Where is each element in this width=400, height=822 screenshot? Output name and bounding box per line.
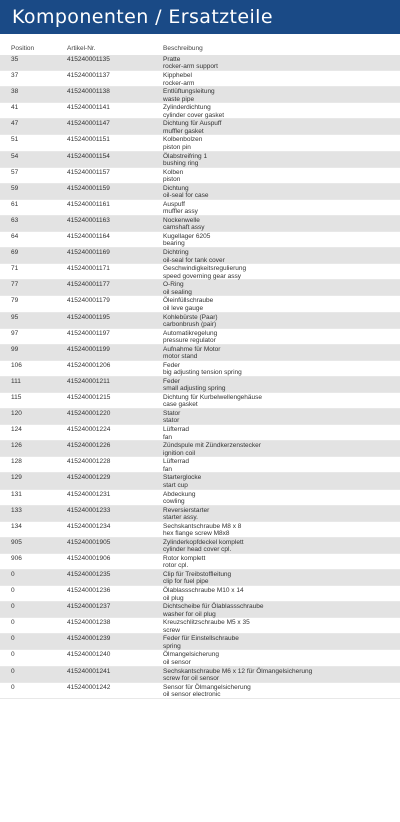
cell-position: 0 bbox=[11, 635, 15, 643]
description-english: rotor cpl. bbox=[163, 562, 189, 570]
description-german: Auspuff bbox=[163, 200, 185, 208]
description-german: Abdeckung bbox=[163, 490, 196, 498]
cell-description bbox=[163, 377, 400, 392]
column-header-position: Position bbox=[11, 45, 35, 52]
cell-article-number: 415240001206 bbox=[67, 361, 111, 369]
description-english: big adjusting tension spring bbox=[163, 369, 242, 377]
description-german: Lüfterrad bbox=[163, 458, 190, 466]
table-row bbox=[0, 232, 400, 248]
cell-description bbox=[163, 248, 400, 263]
table-row bbox=[0, 473, 400, 489]
cell-article-number: 415240001159 bbox=[67, 184, 110, 192]
description-english: case gasket bbox=[163, 401, 198, 409]
cell-description bbox=[163, 634, 400, 649]
cell-article-number: 415240001147 bbox=[67, 120, 110, 128]
cell-article-number: 415240001237 bbox=[67, 603, 111, 611]
cell-article-number: 415240001234 bbox=[67, 522, 111, 530]
cell-article-number: 415240001157 bbox=[67, 168, 110, 176]
cell-position: 59 bbox=[11, 184, 19, 192]
description-english: small adjusting spring bbox=[163, 385, 226, 393]
cell-position: 69 bbox=[11, 249, 19, 257]
cell-description bbox=[163, 232, 400, 247]
cell-article-number: 415240001238 bbox=[67, 619, 111, 627]
description-german: Ölmangelsicherung bbox=[163, 651, 220, 659]
description-german: O-Ring bbox=[163, 281, 184, 289]
table-row bbox=[0, 586, 400, 602]
cell-article-number: 415240001164 bbox=[67, 233, 110, 241]
description-english: washer for oil plug bbox=[163, 610, 216, 618]
cell-position: 64 bbox=[11, 233, 19, 241]
cell-description bbox=[163, 457, 400, 472]
description-german: Ölabstreifring 1 bbox=[163, 152, 208, 160]
cell-description bbox=[163, 264, 400, 279]
page-title: Komponenten / Ersatzteile bbox=[12, 6, 273, 28]
cell-article-number: 415240001220 bbox=[67, 410, 111, 418]
cell-position: 41 bbox=[11, 104, 19, 112]
table-row bbox=[0, 87, 400, 103]
description-english: cylinder cover gasket bbox=[163, 111, 225, 119]
description-german: Kolben bbox=[163, 168, 184, 176]
description-english: piston pin bbox=[163, 143, 191, 151]
description-english: hex flange screw M8x8 bbox=[163, 530, 230, 538]
table-row bbox=[0, 377, 400, 393]
description-english: piston bbox=[163, 176, 181, 184]
cell-description bbox=[163, 538, 400, 553]
cell-position: 120 bbox=[11, 410, 22, 418]
cell-description bbox=[163, 103, 400, 118]
cell-article-number: 415240001241 bbox=[67, 667, 111, 675]
table-row bbox=[0, 538, 400, 554]
table-row bbox=[0, 135, 400, 151]
description-german: Sechskantschraube M6 x 12 für Ölmangelsicherung bbox=[163, 667, 313, 675]
cell-position: 0 bbox=[11, 571, 15, 578]
cell-description bbox=[163, 554, 400, 569]
table-row bbox=[0, 264, 400, 280]
cell-article-number: 415240001171 bbox=[67, 265, 110, 273]
description-german: Feder bbox=[163, 361, 180, 369]
table-row bbox=[0, 200, 400, 216]
cell-position: 128 bbox=[11, 458, 22, 466]
cell-position: 131 bbox=[11, 490, 22, 498]
cell-position: 905 bbox=[11, 538, 22, 546]
description-german: Pratte bbox=[163, 56, 181, 63]
description-german: Kugellager 6205 bbox=[163, 233, 211, 241]
cell-position: 79 bbox=[11, 297, 19, 305]
cell-position: 129 bbox=[11, 474, 22, 482]
table-row bbox=[0, 345, 400, 361]
table-row bbox=[0, 152, 400, 168]
cell-description bbox=[163, 441, 400, 456]
cell-article-number: 415240001224 bbox=[67, 426, 111, 434]
description-english: starter assy. bbox=[163, 514, 198, 522]
table-row bbox=[0, 361, 400, 377]
description-english: rocker-arm support bbox=[163, 63, 218, 71]
description-german: Kreuzschlitzschraube M5 x 35 bbox=[163, 619, 250, 627]
description-german: Dichtung für Kurbelwellengehäuse bbox=[163, 393, 263, 401]
cell-description bbox=[163, 490, 400, 505]
parts-table bbox=[0, 41, 400, 699]
cell-article-number: 415240001151 bbox=[67, 136, 110, 144]
cell-position: 106 bbox=[11, 361, 22, 369]
cell-description bbox=[163, 667, 400, 682]
description-german: Sechskantschraube M8 x 8 bbox=[163, 522, 242, 530]
cell-position: 63 bbox=[11, 216, 19, 224]
cell-description bbox=[163, 329, 400, 344]
description-english: fan bbox=[163, 433, 173, 441]
description-german: Dichtring bbox=[163, 249, 189, 257]
table-row bbox=[0, 554, 400, 570]
cell-description bbox=[163, 135, 400, 150]
cell-position: 134 bbox=[11, 522, 22, 530]
description-english: oil-seal for case bbox=[163, 192, 209, 200]
cell-description bbox=[163, 618, 400, 633]
cell-position: 54 bbox=[11, 152, 19, 160]
cell-position: 0 bbox=[11, 587, 15, 595]
description-english: oil-seal for tank cover bbox=[163, 256, 225, 264]
table-row bbox=[0, 119, 400, 135]
cell-position: 0 bbox=[11, 619, 15, 627]
cell-article-number: 415240001226 bbox=[67, 442, 111, 450]
cell-article-number: 415240001242 bbox=[67, 683, 111, 691]
table-row bbox=[0, 329, 400, 345]
description-german: Kolbenbolzen bbox=[163, 136, 203, 144]
description-german: Entlüftungsleitung bbox=[163, 88, 215, 96]
cell-position: 115 bbox=[11, 393, 22, 401]
cell-description bbox=[163, 522, 400, 537]
description-german: Ölablassschraube M10 x 14 bbox=[163, 587, 244, 595]
cell-position: 77 bbox=[11, 281, 19, 289]
cell-article-number: 415240001235 bbox=[67, 571, 111, 578]
cell-description bbox=[163, 345, 400, 360]
table-row bbox=[0, 522, 400, 538]
table-row bbox=[0, 168, 400, 184]
cell-description bbox=[163, 184, 400, 199]
cell-position: 99 bbox=[11, 345, 19, 353]
description-english: waste pipe bbox=[163, 95, 195, 103]
description-german: Reversierstarter bbox=[163, 506, 210, 514]
cell-article-number: 415240001195 bbox=[67, 313, 110, 321]
description-english: oil sealing bbox=[163, 288, 192, 296]
description-english: oil sensor electronic bbox=[163, 691, 221, 699]
description-german: Lüfterrad bbox=[163, 426, 190, 434]
description-german: Geschwindigkeitsregulierung bbox=[163, 265, 247, 273]
description-german: Zylinderdichtung bbox=[163, 104, 211, 112]
cell-article-number: 415240001228 bbox=[67, 458, 111, 466]
cell-article-number: 415240001905 bbox=[67, 538, 111, 546]
description-english: carbonbrush (pair) bbox=[163, 320, 217, 328]
cell-description bbox=[163, 313, 400, 328]
description-german: Dichtung bbox=[163, 184, 189, 192]
description-german: Feder bbox=[163, 377, 180, 385]
column-header-description: Beschreibung bbox=[163, 45, 203, 52]
table-row bbox=[0, 457, 400, 473]
description-english: spring bbox=[163, 642, 181, 650]
description-english: start cup bbox=[163, 481, 188, 489]
cell-position: 124 bbox=[11, 426, 22, 434]
cell-article-number: 415240001135 bbox=[67, 56, 110, 63]
table-row bbox=[0, 602, 400, 618]
table-row bbox=[0, 634, 400, 650]
table-row bbox=[0, 425, 400, 441]
cell-description bbox=[163, 119, 400, 134]
table-row bbox=[0, 296, 400, 312]
table-row bbox=[0, 683, 400, 699]
cell-position: 38 bbox=[11, 88, 19, 96]
table-body bbox=[0, 55, 400, 699]
description-german: Zündspule mit Zündkerzenstecker bbox=[163, 442, 261, 450]
table-row bbox=[0, 55, 400, 71]
cell-description bbox=[163, 55, 400, 70]
cell-article-number: 415240001240 bbox=[67, 651, 111, 659]
cell-description bbox=[163, 361, 400, 376]
cell-article-number: 415240001239 bbox=[67, 635, 111, 643]
cell-description bbox=[163, 71, 400, 86]
cell-article-number: 415240001229 bbox=[67, 474, 111, 482]
cell-position: 0 bbox=[11, 603, 15, 611]
description-english: oil sensor bbox=[163, 658, 191, 666]
cell-article-number: 415240001163 bbox=[67, 216, 110, 224]
cell-position: 95 bbox=[11, 313, 19, 321]
description-english: oil plug bbox=[163, 594, 184, 602]
cell-description bbox=[163, 570, 400, 585]
cell-position: 97 bbox=[11, 329, 19, 337]
table-row bbox=[0, 441, 400, 457]
column-header-article: Artikel-Nr. bbox=[67, 45, 96, 52]
description-german: Kipphebel bbox=[163, 72, 192, 80]
description-german: Öleinfüllschraube bbox=[163, 297, 214, 305]
description-german: Dichtscheibe für Ölablassschraube bbox=[163, 603, 264, 611]
description-english: muffler assy bbox=[163, 208, 198, 216]
cell-article-number: 415240001199 bbox=[67, 345, 110, 353]
description-german: Dichtung für Auspuff bbox=[163, 120, 222, 128]
cell-description bbox=[163, 280, 400, 295]
cell-article-number: 415240001137 bbox=[67, 72, 110, 80]
cell-description bbox=[163, 216, 400, 231]
description-english: speed governing gear assy bbox=[163, 272, 242, 280]
table-row bbox=[0, 280, 400, 296]
cell-article-number: 415240001231 bbox=[67, 490, 111, 498]
cell-position: 906 bbox=[11, 554, 22, 562]
description-english: stator bbox=[163, 417, 180, 425]
cell-description bbox=[163, 602, 400, 617]
cell-article-number: 415240001233 bbox=[67, 506, 111, 514]
description-english: cowling bbox=[163, 497, 185, 505]
cell-article-number: 415240001236 bbox=[67, 587, 111, 595]
description-german: Stator bbox=[163, 410, 181, 418]
cell-position: 126 bbox=[11, 442, 22, 450]
cell-position: 51 bbox=[11, 136, 19, 144]
cell-position: 47 bbox=[11, 120, 19, 128]
description-german: Kohlebürste (Paar) bbox=[163, 313, 218, 321]
description-english: screw for oil sensor bbox=[163, 674, 219, 682]
description-english: fan bbox=[163, 465, 173, 473]
cell-description bbox=[163, 409, 400, 424]
cell-description bbox=[163, 473, 400, 488]
cell-position: 0 bbox=[11, 651, 15, 659]
description-english: camshaft assy bbox=[163, 224, 205, 232]
table-row bbox=[0, 393, 400, 409]
description-english: bushing ring bbox=[163, 159, 199, 167]
cell-description bbox=[163, 425, 400, 440]
table-row bbox=[0, 313, 400, 329]
table-row bbox=[0, 216, 400, 232]
cell-description bbox=[163, 393, 400, 408]
cell-description bbox=[163, 168, 400, 183]
table-row bbox=[0, 248, 400, 264]
cell-position: 61 bbox=[11, 200, 19, 208]
cell-position: 37 bbox=[11, 72, 19, 80]
cell-article-number: 415240001179 bbox=[67, 297, 110, 305]
description-english: clip for fuel pipe bbox=[163, 578, 209, 586]
table-row bbox=[0, 409, 400, 425]
cell-article-number: 415240001141 bbox=[67, 104, 110, 112]
table-row bbox=[0, 650, 400, 666]
cell-description bbox=[163, 296, 400, 311]
cell-article-number: 415240001906 bbox=[67, 554, 111, 562]
description-german: Automatikregelung bbox=[163, 329, 218, 337]
cell-position: 0 bbox=[11, 667, 15, 675]
description-english: oil leve gauge bbox=[163, 304, 204, 312]
description-english: bearing bbox=[163, 240, 185, 248]
cell-description bbox=[163, 200, 400, 215]
description-english: motor stand bbox=[163, 353, 198, 361]
cell-description bbox=[163, 506, 400, 521]
cell-position: 111 bbox=[11, 377, 21, 385]
cell-article-number: 415240001138 bbox=[67, 88, 110, 96]
description-english: screw bbox=[163, 626, 180, 634]
cell-article-number: 415240001177 bbox=[67, 281, 110, 289]
cell-description bbox=[163, 152, 400, 167]
cell-description bbox=[163, 586, 400, 601]
description-english: rocker-arm bbox=[163, 79, 195, 87]
description-german: Nockenwelle bbox=[163, 216, 200, 224]
cell-description bbox=[163, 87, 400, 102]
description-german: Zylinderkopfdeckel komplett bbox=[163, 538, 244, 546]
cell-article-number: 415240001197 bbox=[67, 329, 110, 337]
description-english: ignition coil bbox=[163, 449, 196, 457]
table-row bbox=[0, 506, 400, 522]
page-header bbox=[0, 0, 400, 34]
table-row bbox=[0, 71, 400, 87]
cell-article-number: 415240001211 bbox=[67, 377, 110, 385]
description-german: Feder für Einstellschraube bbox=[163, 635, 239, 643]
table-row bbox=[0, 667, 400, 683]
table-row bbox=[0, 184, 400, 200]
cell-description bbox=[163, 683, 400, 698]
cell-article-number: 415240001215 bbox=[67, 393, 111, 401]
cell-position: 35 bbox=[11, 56, 19, 63]
cell-article-number: 415240001169 bbox=[67, 249, 110, 257]
cell-position: 0 bbox=[11, 683, 15, 691]
description-german: Aufnahme für Motor bbox=[163, 345, 221, 353]
table-row bbox=[0, 618, 400, 634]
cell-position: 71 bbox=[11, 265, 19, 273]
description-german: Clip für Treibstoffleitung bbox=[163, 571, 232, 578]
cell-description bbox=[163, 650, 400, 665]
cell-position: 57 bbox=[11, 168, 19, 176]
table-row bbox=[0, 570, 400, 586]
description-german: Sensor für Ölmangelsicherung bbox=[163, 683, 251, 691]
description-english: muffler gasket bbox=[163, 127, 204, 135]
table-row bbox=[0, 490, 400, 506]
cell-position: 133 bbox=[11, 506, 22, 514]
cell-article-number: 415240001161 bbox=[67, 200, 110, 208]
description-german: Rotor komplett bbox=[163, 554, 206, 562]
table-header bbox=[0, 41, 400, 55]
table-row bbox=[0, 103, 400, 119]
description-german: Starterglocke bbox=[163, 474, 202, 482]
description-english: pressure regulator bbox=[163, 337, 216, 344]
cell-article-number: 415240001154 bbox=[67, 152, 110, 160]
description-english: cylinder head cover cpl. bbox=[163, 546, 232, 554]
